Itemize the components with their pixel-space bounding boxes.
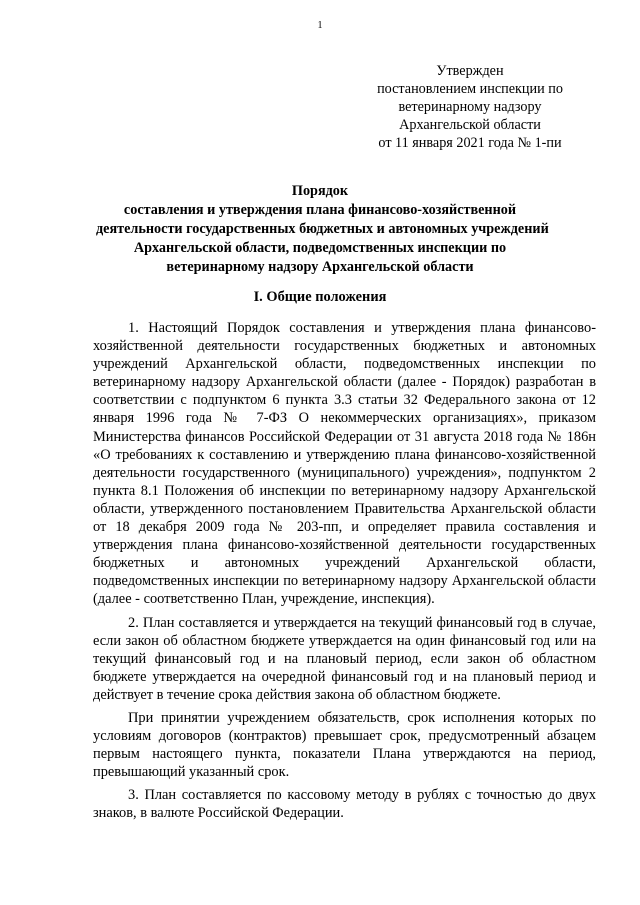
- approval-line: Архангельской области: [399, 117, 541, 133]
- title-line: ветеринарному надзору Архангельской области: [166, 259, 474, 275]
- title-line: Порядок: [291, 183, 349, 199]
- paragraph: 1. Настоящий Порядок составления и утверждения плана финансово-хозяйственной деятельности государственных бюджетных и автономных учреждений Архангельской области, подведомственных инспекции по ветеринарному надзору Архангельской области (далее - Порядок) разработан в соответствии с подпунктом 6 пункта 3.3 статьи 32 Федерального закона от 12 января 1996 года № 7-ФЗ О некоммерческих организациях», приказом Министерства финансов Российской Федерации от 31 августа 2018 года № 186н «О требованиях к составлению и утверждению плана финансово-хозяйственной деятельности государственного (муниципального) учреждения», подпунктом 2 пункта 8.1 Положения об инспекции по ветеринарному надзору Архангельской области, утвержденного постановлением Правительства Архангельской области от 18 декабря 2009 года № 203-пп, и определяет правила составления и утверждения плана финансово-хозяйственной деятельности государственных бюджетных и автономных учреждений Архангельской области, подведомственных инспекции по ветеринарному надзору Архангельской области (далее - соответственно План, учреждение, инспекция).: [93, 320, 596, 608]
- title-line: Архангельской области, подведомственных инспекции по: [133, 240, 507, 256]
- document-body: [93, 319, 596, 823]
- approval-line: ветеринарному надзору: [398, 99, 542, 115]
- approval-line: постановлением инспекции по: [377, 81, 563, 97]
- document-title: [96, 182, 549, 277]
- page-number: 1: [317, 20, 323, 31]
- paragraph: При принятии учреждением обязательств, срок исполнения которых по условиям договоров (контрактов) превышает срок, предусмотренный абзацем первым настоящего пункта, показатели Плана утверждаются на период, превышающий указанный срок.: [93, 709, 596, 781]
- approval-stamp-block: [360, 62, 580, 152]
- title-line: деятельности государственных бюджетных и автономных учреждений: [96, 221, 549, 237]
- approval-line: от 11 января 2021 года № 1-пи: [378, 135, 562, 151]
- paragraph: 2. План составляется и утверждается на текущий финансовый год в случае, если закон об областном бюджете утверждается на один финансовый год или на текущий финансовый год и на плановый период, если закон об областном бюджете утверждается на очередной финансовый год и на плановый период и действует в течение срока действия закона об областном бюджете.: [93, 614, 596, 703]
- section-heading: I. Общие положения: [253, 289, 387, 305]
- title-line: составления и утверждения плана финансово-хозяйственной: [123, 202, 517, 218]
- approval-line: Утвержден: [436, 63, 504, 79]
- paragraph: 3. План составляется по кассовому методу в рублях с точностью до двух знаков, в валюте Российской Федерации.: [93, 787, 596, 822]
